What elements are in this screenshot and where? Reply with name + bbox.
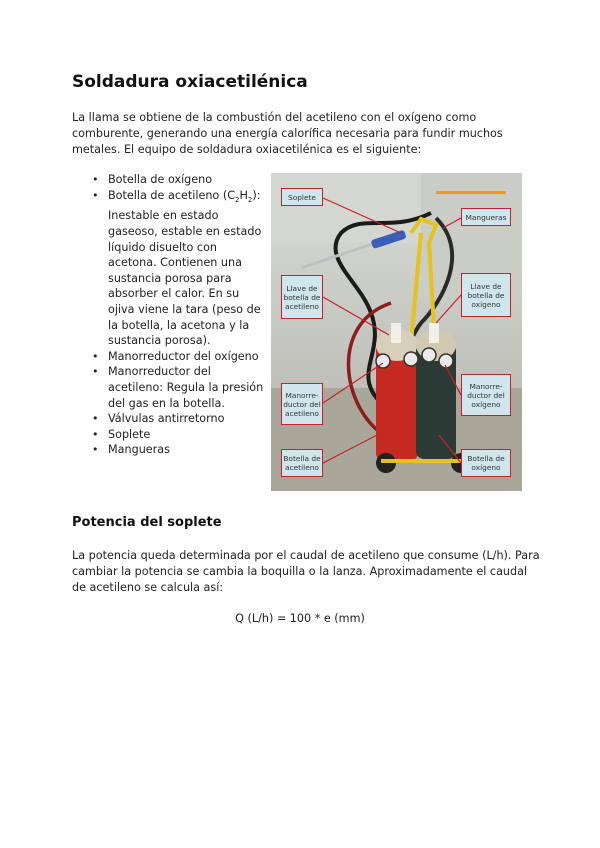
list-item: • Válvulas antirretorno <box>92 411 264 427</box>
callout-botella-oxigeno: Botella de oxígeno <box>461 449 511 477</box>
list-item: • Manorreductor del acetileno: Regula la presión del gas en la botella. <box>92 364 264 411</box>
list-item-text: ): Inestable en estado gaseoso, estable en estado líquido disuelto con acetona. Contienen una sustancia porosa para absorber el calor. En su ojiva viene la tara (peso de la botella, la acetona y la sustancia porosa). <box>108 188 262 348</box>
formula: Q (L/h) = 100 * e (mm) <box>235 612 365 625</box>
list-item: • Mangueras <box>92 442 264 458</box>
list-item-text: Botella de acetileno (C <box>108 188 236 202</box>
list-item <box>92 188 264 349</box>
page-title: Soldadura oxiacetilénica <box>72 72 308 92</box>
list-item: • Soplete <box>92 427 264 443</box>
callout-manorreductor-acetileno: Manorre-ductor del acetileno <box>281 383 323 425</box>
section-paragraph: La potencia queda determinada por el caudal de acetileno que consume (L/h). Para cambiar la potencia se cambia la boquilla o la lanza. Aproximadamente el caudal de acetileno se calcula así: <box>72 549 540 594</box>
callout-botella-acetileno: Botella de acetileno <box>281 449 323 477</box>
list-item: • Botella de oxígeno <box>92 172 264 188</box>
callout-llave-acetileno: Llave de botella de acetileno <box>281 275 323 319</box>
callout-manorreductor-oxigeno: Manorre-ductor del oxígeno <box>461 374 511 416</box>
section-title: Potencia del soplete <box>72 515 222 530</box>
callout-llave-oxigeno: Llave de botella de oxígeno <box>461 273 511 317</box>
subscript: 2 <box>247 195 253 204</box>
intro-paragraph: La llama se obtiene de la combustión del acetileno con el oxígeno como comburente, generando una energía calorífica necesaria para fundir muchos metales. El equipo de soldadura oxiacetilénica es el siguiente: <box>72 111 503 156</box>
equipment-list <box>92 172 264 458</box>
list-item: • Manorreductor del oxígeno <box>92 349 264 365</box>
subscript: 2 <box>235 195 240 204</box>
list-item-text: H <box>239 188 248 202</box>
callout-mangueras: Mangueras <box>461 208 511 226</box>
welding-equipment-figure <box>271 173 522 491</box>
callout-soplete: Soplete <box>281 188 323 206</box>
